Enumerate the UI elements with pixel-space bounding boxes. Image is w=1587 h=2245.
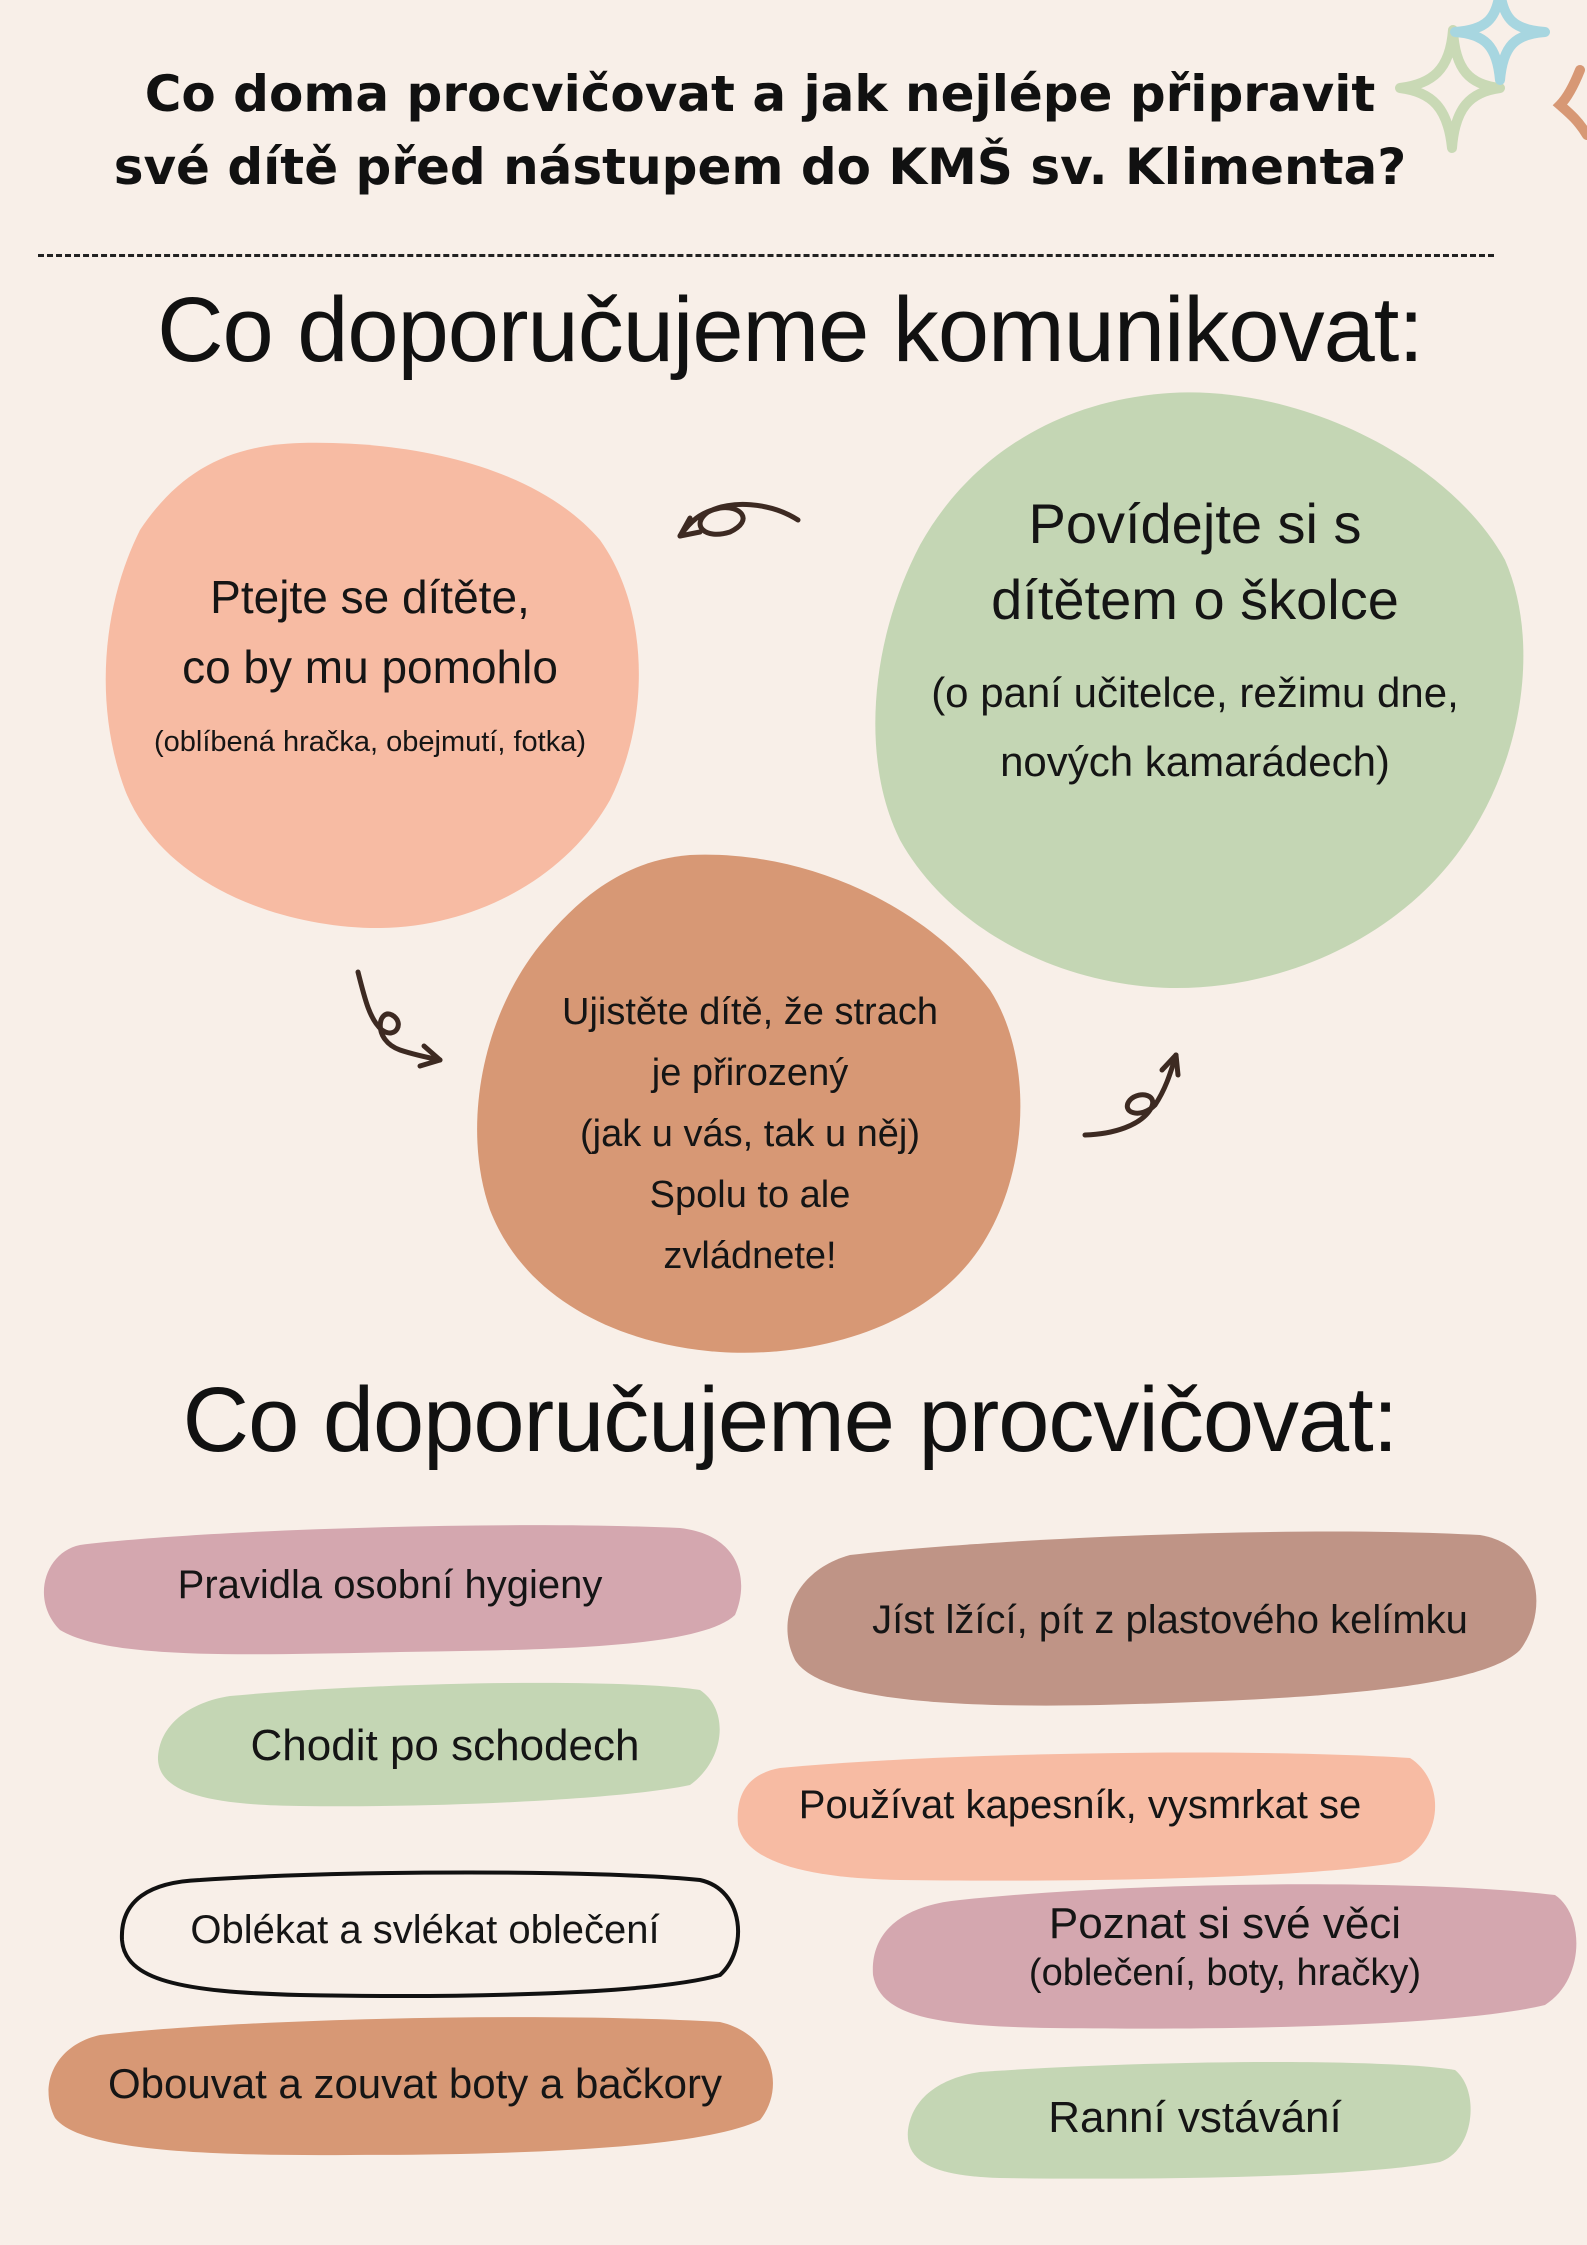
- arrow-right-icon: [1085, 1055, 1178, 1135]
- practice-item-handkerchief: Používat kapesník, vysmrkat se: [798, 1783, 1362, 1827]
- bubble-center-line-1: Ujistěte dítě, že strach: [562, 991, 938, 1033]
- page-title: [90, 58, 1430, 204]
- bubble-right-note-2: nových kamarádech): [1000, 738, 1390, 785]
- dashed-divider: [38, 254, 1494, 257]
- bubble-center-line-4: Spolu to ale: [649, 1174, 851, 1216]
- practice-item-own-things-sub: (oblečení, boty, hračky): [1028, 1952, 1422, 1994]
- practice-item-stairs: Chodit po schodech: [250, 1721, 640, 1770]
- practice-item-morning: Ranní vstávání: [1048, 2093, 1342, 2142]
- arrow-top-icon: [680, 504, 798, 536]
- bubble-left: [120, 560, 620, 762]
- arrow-left-icon: [358, 972, 440, 1066]
- bubble-center-line-3: (jak u vás, tak u něj): [579, 1113, 921, 1155]
- bubble-center: [520, 982, 980, 1287]
- bubble-left-line-1: Ptejte se dítěte,: [210, 571, 530, 623]
- section-heading-communicate: Co doporučujeme komunikovat:: [157, 279, 1423, 381]
- practice-item-dressing: Oblékat a svlékat oblečení: [190, 1908, 660, 1952]
- bubble-right-line-1: Povídejte si s: [1028, 492, 1362, 555]
- practice-item-spoon-cup: Jíst lžící, pít z plastového kelímku: [872, 1598, 1468, 1642]
- practice-item-own-things-label: Poznat si své věci: [1048, 1899, 1402, 1948]
- bubble-right: [880, 487, 1510, 795]
- bubble-right-note-1: (o paní učitelce, režimu dne,: [931, 669, 1459, 716]
- bubble-right-line-2: dítětem o školce: [991, 568, 1399, 631]
- bubble-center-line-5: zvládnete!: [663, 1235, 837, 1277]
- section-heading-practice: Co doporučujeme procvičovat:: [182, 1369, 1398, 1471]
- practice-item-shoes: Obouvat a zouvat boty a bačkory: [107, 2060, 723, 2107]
- bubble-left-line-2: co by mu pomohlo: [182, 641, 558, 693]
- practice-item-hygiene: Pravidla osobní hygieny: [177, 1563, 603, 1607]
- title-line-2: své dítě před nástupem do KMŠ sv. Klimenta?: [113, 138, 1407, 196]
- sparkle-orange-icon: [1560, 70, 1587, 135]
- practice-item-own-things: [880, 1898, 1570, 1996]
- bubble-center-line-2: je přirozený: [651, 1052, 849, 1094]
- title-line-1: Co doma procvičovat a jak nejlépe připravit: [144, 65, 1376, 123]
- bubble-left-note: (oblíbená hračka, obejmutí, fotka): [153, 726, 586, 758]
